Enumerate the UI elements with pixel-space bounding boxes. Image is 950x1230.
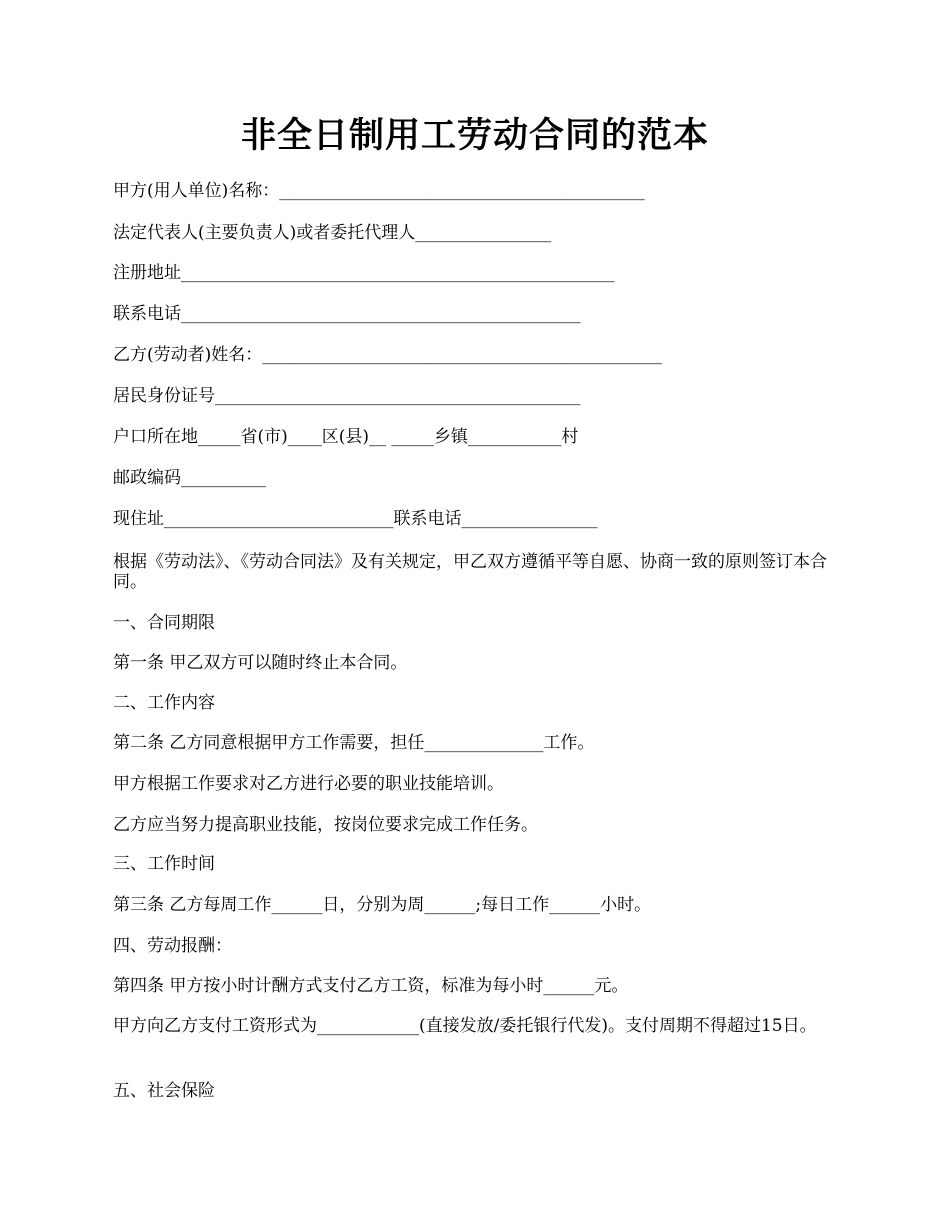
document-title: 非全日制用工劳动合同的范本 xyxy=(240,115,709,156)
party-b-name-line: 乙方(劳动者)姓名：_______________________________________________ xyxy=(113,345,662,365)
section-heading-remuneration: 四、劳动报酬： xyxy=(113,936,232,956)
wage-payment-paragraph: 甲方向乙方支付工资形式为____________(直接发放/委托银行代发)。支付周期不得超过15日。 xyxy=(113,1016,817,1036)
registered-address-line: 注册地址___________________________________________________ xyxy=(113,263,615,283)
section-heading-term: 一、合同期限 xyxy=(113,613,215,633)
legal-representative-line: 法定代表人(主要负责人)或者委托代理人________________ xyxy=(113,223,552,243)
party-a-phone-line: 联系电话_______________________________________________ xyxy=(113,304,581,324)
skills-paragraph: 乙方应当努力提高职业技能，按岗位要求完成工作任务。 xyxy=(113,815,538,835)
id-number-line: 居民身份证号___________________________________________ xyxy=(113,386,581,406)
article-2: 第二条 乙方同意根据甲方工作需要，担任______________工作。 xyxy=(113,733,595,753)
preamble-paragraph: 根据《劳动法》、《劳动合同法》及有关规定，甲乙双方遵循平等自愿、协商一致的原则签订本合同。 xyxy=(113,552,827,592)
party-a-name-line: 甲方(用人单位)名称：___________________________________________ xyxy=(113,181,645,201)
household-registration-line: 户口所在地_____省(市)____区(县)__ _____乡镇___________村 xyxy=(113,427,579,447)
section-heading-work-content: 二、工作内容 xyxy=(113,693,215,713)
section-heading-working-hours: 三、工作时间 xyxy=(113,854,215,874)
article-1: 第一条 甲乙双方可以随时终止本合同。 xyxy=(113,653,408,673)
article-4: 第四条 甲方按小时计酬方式支付乙方工资，标准为每小时______元。 xyxy=(113,976,629,996)
current-address-line: 现住址___________________________联系电话________________ xyxy=(113,509,598,529)
section-heading-social-insurance: 五、社会保险 xyxy=(113,1081,215,1101)
training-paragraph: 甲方根据工作要求对乙方进行必要的职业技能培训。 xyxy=(113,774,504,794)
postal-code-line: 邮政编码__________ xyxy=(113,468,266,488)
article-3: 第三条 乙方每周工作______日，分别为周______;每日工作______小时。 xyxy=(113,895,652,915)
